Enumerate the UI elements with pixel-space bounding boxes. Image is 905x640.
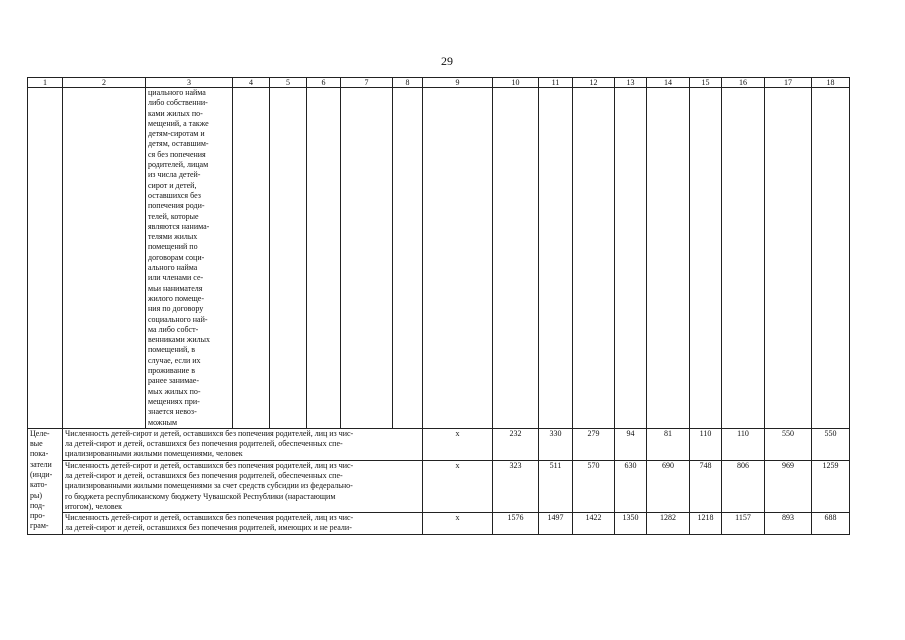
empty-cell: [573, 88, 615, 429]
col-header: 8: [393, 78, 423, 88]
value-cell: 570: [573, 460, 615, 512]
text-line: помещений, в: [148, 345, 196, 355]
text-line: ла детей-сирот и детей, оставшихся без попечения родителей, обеспеченных спе-: [65, 470, 343, 480]
value-cell: 1218: [690, 513, 722, 535]
indicator-text: [65, 461, 420, 512]
text-line: Численность детей-сирот и детей, оставшихся без попечения родителей, лиц из чис-: [65, 428, 354, 438]
text-line: социального най-: [148, 314, 208, 324]
indicator-table-sheet: [27, 77, 850, 535]
text-line: циального найма: [148, 88, 206, 97]
text-line: родителей, лицам: [148, 160, 209, 170]
text-line: под-: [30, 500, 45, 510]
value-cell: 94: [615, 428, 647, 460]
value-cell: 969: [765, 460, 812, 512]
value-cell: 1497: [539, 513, 573, 535]
value-cell: 630: [615, 460, 647, 512]
value-cell: 1157: [722, 513, 765, 535]
text-line: венниками жилых: [148, 335, 210, 345]
indicator-text-cell: [63, 428, 423, 460]
text-line: мьи нанимателя: [148, 283, 203, 293]
indicator-row: [28, 513, 850, 535]
col-header: 2: [63, 78, 146, 88]
col9-cell: х: [423, 460, 493, 512]
value-cell: 1576: [493, 513, 539, 535]
text-line: циализированными жилыми помещениями, человек: [65, 449, 243, 459]
value-cell: 1259: [812, 460, 850, 512]
value-cell: 232: [493, 428, 539, 460]
value-cell: 893: [765, 513, 812, 535]
text-line: проживание в: [148, 366, 196, 376]
value-cell: 550: [765, 428, 812, 460]
text-line: ла детей-сирот и детей, оставшихся без попечения родителей, обеспеченных спе-: [65, 439, 343, 449]
text-line: жилого помеще-: [148, 293, 204, 303]
group-label-cell: [28, 428, 63, 534]
text-line: являются нанима-: [148, 221, 210, 231]
value-cell: 81: [647, 428, 690, 460]
text-line: ся без попечения: [148, 149, 206, 159]
empty-cell: [393, 88, 423, 429]
indicator-row: [28, 460, 850, 512]
col-header: 6: [307, 78, 341, 88]
text-line: грам-: [30, 521, 49, 531]
empty-cell: [63, 88, 146, 429]
group-label-text: [30, 429, 60, 532]
text-line: телей, которые: [148, 211, 199, 221]
text-line: из числа детей-: [148, 170, 201, 180]
text-line: попечения роди-: [148, 201, 205, 211]
col-header: 16: [722, 78, 765, 88]
indicator-text-cell: [63, 460, 423, 512]
col-header: 13: [615, 78, 647, 88]
value-cell: 110: [722, 428, 765, 460]
text-line: Численность детей-сирот и детей, оставшихся без попечения родителей, лиц из чис-: [65, 513, 354, 523]
text-line: ния по договору: [148, 304, 204, 314]
col-header: 9: [423, 78, 493, 88]
empty-cell: [539, 88, 573, 429]
text-line: ры): [30, 490, 43, 500]
text-line: ками жилых по-: [148, 108, 203, 118]
value-cell: 550: [812, 428, 850, 460]
col-header: 7: [341, 78, 393, 88]
col9-cell: х: [423, 513, 493, 535]
empty-cell: [812, 88, 850, 429]
empty-cell: [722, 88, 765, 429]
text-line: телями жилых: [148, 232, 198, 242]
text-line: про-: [30, 511, 45, 521]
col-header: 3: [146, 78, 233, 88]
value-cell: 806: [722, 460, 765, 512]
value-cell: 323: [493, 460, 539, 512]
empty-cell: [493, 88, 539, 429]
col-header: 18: [812, 78, 850, 88]
value-cell: 748: [690, 460, 722, 512]
page-number: 29: [441, 54, 453, 68]
col-header: 5: [270, 78, 307, 88]
value-cell: 110: [690, 428, 722, 460]
text-line: сирот и детей,: [148, 180, 197, 190]
value-cell: 1282: [647, 513, 690, 535]
col-header: 12: [573, 78, 615, 88]
empty-cell: [765, 88, 812, 429]
indicator-text-cell: [63, 513, 423, 535]
empty-cell: [423, 88, 493, 429]
empty-cell: [690, 88, 722, 429]
measure-description-text: [148, 88, 230, 428]
text-line: ма либо собст-: [148, 324, 199, 334]
text-line: циализированными жилыми помещениями за счет средств субсидии из федерально-: [65, 481, 353, 491]
text-line: го бюджета республиканскому бюджету Чувашской Республики (нарастающим: [65, 491, 336, 501]
col-header: 17: [765, 78, 812, 88]
text-line: Целе-: [30, 428, 50, 438]
empty-cell: [28, 88, 63, 429]
text-line: итогом), человек: [65, 501, 123, 511]
text-line: ла детей-сирот и детей, оставшихся без попечения родителей, имеющих и не реали-: [65, 523, 352, 533]
indicator-row: [28, 428, 850, 460]
empty-cell: [233, 88, 270, 429]
col-header: 14: [647, 78, 690, 88]
text-line: либо собственни-: [148, 98, 208, 108]
text-line: (инди-: [30, 469, 53, 479]
measure-description-cell: [146, 88, 233, 429]
col9-cell: х: [423, 428, 493, 460]
text-line: знается невоз-: [148, 407, 197, 417]
value-cell: 688: [812, 513, 850, 535]
indicator-table: [27, 77, 850, 535]
text-line: ального найма: [148, 263, 198, 273]
col-header: 1: [28, 78, 63, 88]
text-line: помещений по: [148, 242, 198, 252]
indicator-text: [65, 513, 420, 534]
empty-cell: [270, 88, 307, 429]
empty-cell: [615, 88, 647, 429]
text-line: пока-: [30, 449, 49, 459]
value-cell: 1422: [573, 513, 615, 535]
col-header: 10: [493, 78, 539, 88]
column-number-row: [28, 78, 850, 88]
text-line: договорам соци-: [148, 252, 205, 262]
empty-cell: [307, 88, 341, 429]
text-line: детям, оставшим-: [148, 139, 209, 149]
text-line: мещений, а также: [148, 118, 209, 128]
col-header: 4: [233, 78, 270, 88]
text-line: Численность детей-сирот и детей, оставшихся без попечения родителей, лиц из чис-: [65, 460, 354, 470]
continuation-row: [28, 88, 850, 429]
text-line: като-: [30, 480, 48, 490]
value-cell: 1350: [615, 513, 647, 535]
text-line: мещениях при-: [148, 396, 200, 406]
col-header: 11: [539, 78, 573, 88]
value-cell: 690: [647, 460, 690, 512]
col-header: 15: [690, 78, 722, 88]
value-cell: 511: [539, 460, 573, 512]
text-line: можным: [148, 417, 178, 427]
text-line: оставшихся без: [148, 190, 201, 200]
text-line: ранее занимае-: [148, 376, 199, 386]
text-line: детям-сиротам и: [148, 129, 205, 139]
value-cell: 279: [573, 428, 615, 460]
text-line: или членами се-: [148, 273, 204, 283]
text-line: вые: [30, 439, 43, 449]
indicator-text: [65, 429, 420, 460]
value-cell: 330: [539, 428, 573, 460]
text-line: затели: [30, 459, 52, 469]
empty-cell: [647, 88, 690, 429]
text-line: случае, если их: [148, 355, 201, 365]
empty-cell: [341, 88, 393, 429]
text-line: мых жилых по-: [148, 386, 201, 396]
